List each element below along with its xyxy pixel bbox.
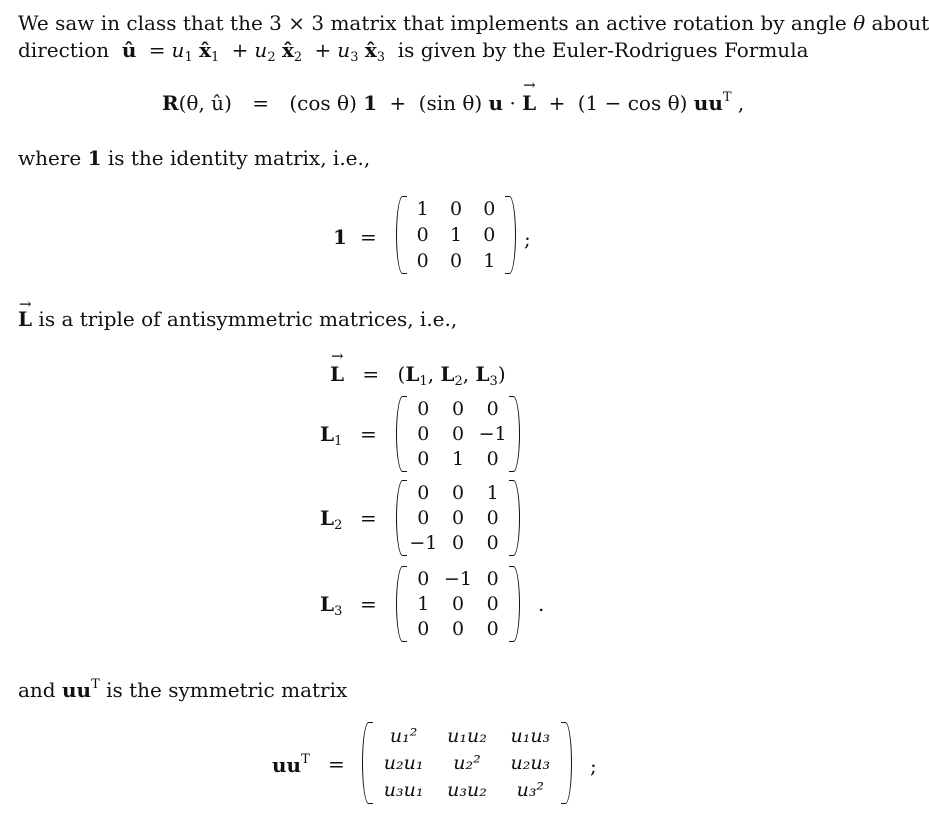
L1-cell-1-1: 0 <box>451 423 465 445</box>
one-minus-cos-term: (1 − cos θ) <box>577 91 688 115</box>
L3-cell-2-2: 0 <box>486 618 499 641</box>
uu-bold-2: uu <box>61 678 92 702</box>
L3-label: $L_3$ <box>320 592 343 619</box>
sub-2: 2 <box>267 50 276 65</box>
where-line <box>18 145 370 171</box>
u-hat: û <box>121 38 137 62</box>
L1-cell-2-2: 0 <box>486 448 499 471</box>
close-paren: ) <box>497 362 506 386</box>
sub-1b: 1 <box>211 50 220 65</box>
uuT-cell-1-1: u₂² <box>453 752 481 774</box>
L3-cell-0-0: 0 <box>417 567 430 590</box>
formula-equals: = <box>252 91 269 115</box>
identity-symbol: 1 <box>363 91 378 115</box>
L2-cell-1-0: 0 <box>417 507 430 529</box>
L3-ref: L <box>475 362 490 386</box>
L-triple-lhs: → L <box>330 362 344 386</box>
plus-sign: + <box>231 38 249 62</box>
L-intro-text: is a triple of antisymmetric matrices, i.e., <box>38 307 458 331</box>
R-symbol: R <box>162 91 179 115</box>
L1-cell-0-0: 0 <box>417 397 430 420</box>
equals-sign: = <box>148 38 166 62</box>
intro-direction-text: direction <box>18 38 110 62</box>
L3-cell-2-1: 0 <box>451 618 465 641</box>
L1-ref: L <box>405 362 420 386</box>
transpose-T: T <box>722 90 732 105</box>
u2: u <box>254 38 268 62</box>
x1-hat: x̂ <box>199 38 212 62</box>
intro-text-b: about <box>871 11 929 35</box>
identity-semicolon: ; <box>524 227 531 251</box>
identity-cell-0-0: 1 <box>416 198 429 220</box>
sub-3b: 3 <box>376 50 386 65</box>
L2-cell-2-2: 0 <box>486 532 499 555</box>
identity-label: 1 <box>333 225 347 249</box>
identity-cell-2-0: 0 <box>416 250 429 272</box>
L1-cell-1-2: −1 <box>478 423 507 445</box>
L1-sub: 1 <box>419 374 428 389</box>
L2-cell-1-2: 0 <box>486 507 499 529</box>
uuT-matrix <box>362 722 572 804</box>
formula-comma: , <box>737 91 745 115</box>
identity-matrix <box>396 196 516 274</box>
L2-matrix <box>396 480 520 556</box>
uuT-semicolon: ; <box>590 754 597 778</box>
L1-label: $L_1$ <box>320 422 343 449</box>
L1-cell-1-0: 0 <box>417 423 430 445</box>
L3-sub: 3 <box>489 374 498 389</box>
uuT-left-paren <box>362 722 373 804</box>
euler-rodrigues-formula: R(θ, û) = (cos θ) 1 + (sin θ) u · → L + (1 − cos θ) $uu^T$ , <box>162 90 744 115</box>
transpose-T-2: T <box>91 677 100 692</box>
L3-cell-0-2: 0 <box>486 567 499 590</box>
L2-cell-0-0: 0 <box>417 481 430 504</box>
identity-cell-1-2: 0 <box>483 224 496 246</box>
symmetric-text: is the symmetric matrix <box>106 678 348 702</box>
uuT-cell-2-2: u₃² <box>516 779 545 802</box>
L1-cell-2-0: 0 <box>417 448 430 471</box>
uuT-cell-2-0: u₃u₁ <box>383 779 424 802</box>
L3-cell-2-0: 0 <box>417 618 430 641</box>
L1-cell-0-1: 0 <box>451 397 465 420</box>
identity-cell-1-1: 1 <box>449 224 463 246</box>
where-rest-text: is the identity matrix, i.e., <box>107 146 371 170</box>
uuT-right-paren <box>561 722 572 804</box>
uuT-equals: = <box>328 752 345 776</box>
L1-equals: = <box>360 422 377 446</box>
identity-cell-0-2: 0 <box>483 198 496 220</box>
dot-operator: · <box>509 91 516 115</box>
L1-cell-2-1: 1 <box>451 448 465 471</box>
L3-period: . <box>538 592 545 616</box>
uuT-label: $uu^T$ <box>272 752 310 777</box>
x2-hat: x̂ <box>281 38 294 62</box>
L2-cell-0-2: 1 <box>486 481 499 504</box>
identity-bold: 1 <box>87 146 102 170</box>
plus-sign-2: + <box>314 38 332 62</box>
L2-cell-1-1: 0 <box>451 507 465 529</box>
u1: u <box>171 38 185 62</box>
L1-matrix <box>396 396 520 472</box>
sin-term: (sin θ) <box>418 91 483 115</box>
L3-cell-1-1: 0 <box>451 593 465 615</box>
identity-equals: = <box>360 225 377 249</box>
L-triple-equals: = <box>362 362 380 386</box>
identity-cell-2-2: 1 <box>483 250 496 272</box>
sub-1: 1 <box>184 50 193 65</box>
uuT-cell-0-0: u₁² <box>389 724 418 747</box>
and-text: and <box>18 678 56 702</box>
x3-hat: x̂ <box>364 38 377 62</box>
u3: u <box>337 38 351 62</box>
uu-bold: uu <box>693 91 723 115</box>
identity-cell-2-1: 0 <box>449 250 463 272</box>
uuT-cell-1-0: u₂u₁ <box>383 752 424 774</box>
uuT-cell-2-1: u₃u₂ <box>447 779 487 802</box>
uuT-cell-1-2: u₂u₃ <box>510 752 551 774</box>
L2-sub: 2 <box>454 374 463 389</box>
intro-formula-text: is given by the Euler-Rodrigues Formula <box>397 38 809 62</box>
L2-equals: = <box>360 506 377 530</box>
cos-term: (cos θ) <box>289 91 357 115</box>
L-vector-intro: → L <box>18 306 32 332</box>
L-intro-line <box>18 306 457 332</box>
open-paren: ( <box>397 362 406 386</box>
u-bold: u <box>488 91 504 115</box>
L-triple-equation <box>330 362 506 389</box>
L3-cell-1-2: 0 <box>486 593 499 615</box>
L2-cell-2-1: 0 <box>451 532 465 555</box>
sub-2b: 2 <box>293 50 303 65</box>
identity-cell-1-0: 0 <box>416 224 429 246</box>
where-text: where <box>18 146 82 170</box>
and-line <box>18 672 347 703</box>
L1-cell-0-2: 0 <box>486 397 499 420</box>
L3-cell-0-1: −1 <box>443 567 472 590</box>
intro-text-a: We saw in class that the 3 × 3 matrix that implements an active rotation by angle <box>18 11 847 35</box>
sep-2: , <box>462 362 470 386</box>
intro-line-2 <box>18 37 809 71</box>
uuT-cell-0-1: u₁u₂ <box>447 724 487 747</box>
L3-cell-1-0: 1 <box>417 593 430 615</box>
L3-matrix <box>396 566 520 642</box>
L-vector: → L <box>522 91 536 115</box>
L2-cell-2-0: −1 <box>409 532 438 555</box>
sep-1: , <box>427 362 435 386</box>
L3-equals: = <box>360 592 377 616</box>
uuT-cell-0-2: u₁u₃ <box>510 724 551 747</box>
identity-cell-0-1: 0 <box>449 198 463 220</box>
L2-label: $L_2$ <box>320 506 343 533</box>
L2-ref: L <box>440 362 455 386</box>
sub-3: 3 <box>350 50 359 65</box>
theta-symbol: θ <box>853 11 866 35</box>
L2-cell-0-1: 0 <box>451 481 465 504</box>
intro-line-1 <box>18 10 929 36</box>
R-args: (θ, û) <box>178 91 232 115</box>
